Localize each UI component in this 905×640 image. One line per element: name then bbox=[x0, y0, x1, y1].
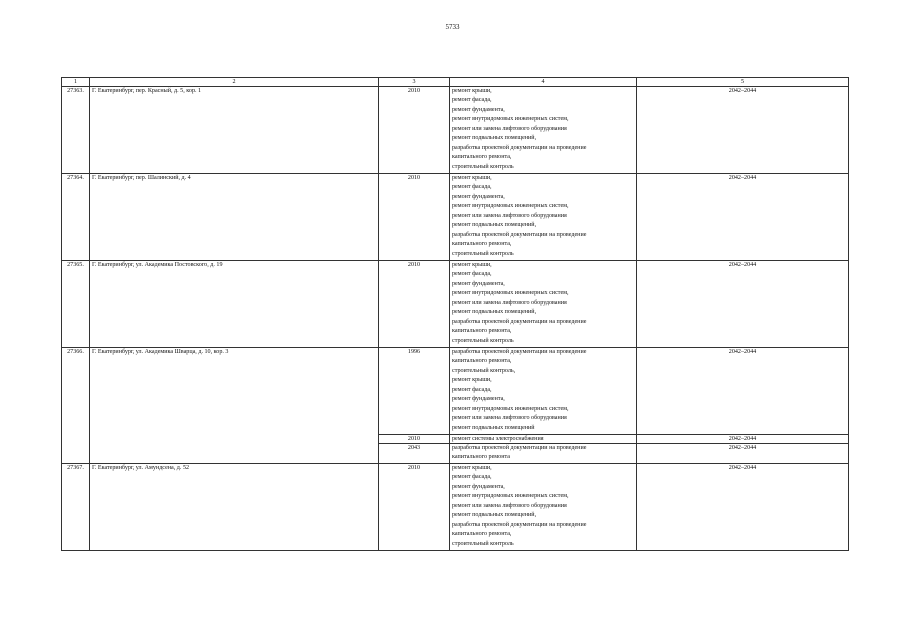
building-address: Г. Екатеринбург, ул. Амундсена, д. 52 bbox=[90, 463, 379, 550]
repair-work-item: ремонт подвальных помещений, bbox=[452, 135, 537, 142]
column-header-2: 2 bbox=[90, 78, 379, 87]
repair-year: 1996 bbox=[379, 348, 450, 435]
repair-works-list bbox=[450, 435, 637, 444]
repair-work-item: ремонт системы электроснабжения bbox=[452, 436, 544, 442]
column-number-row bbox=[62, 78, 849, 87]
row-number: 27364. bbox=[62, 174, 90, 261]
repair-works-list bbox=[450, 261, 637, 348]
repair-works-list bbox=[450, 174, 637, 261]
repair-works-list bbox=[450, 463, 637, 550]
repair-work-item: разработка проектной документации на проведение bbox=[452, 349, 587, 355]
column-header-5: 5 bbox=[637, 78, 849, 87]
table-body bbox=[62, 87, 849, 551]
repair-work-item: ремонт или замена лифтового оборудования bbox=[452, 212, 567, 219]
column-header-4: 4 bbox=[450, 78, 637, 87]
column-header-1: 1 bbox=[62, 78, 90, 87]
repair-work-item: ремонт крыши, bbox=[452, 262, 492, 268]
repair-work-item: капитального ремонта, bbox=[452, 358, 512, 365]
repair-year: 2010 bbox=[379, 87, 450, 174]
repair-work-item: разработка проектной документации на проведение bbox=[452, 144, 587, 151]
repair-work-item: капитального ремонта, bbox=[452, 241, 512, 248]
row-number: 27363. bbox=[62, 87, 90, 174]
repair-work-item: разработка проектной документации на проведение bbox=[452, 231, 587, 238]
capital-repair-table bbox=[61, 77, 849, 551]
planned-period: 2042–2044 bbox=[637, 348, 849, 435]
page-number: 5733 bbox=[445, 23, 460, 31]
repair-year: 2010 bbox=[379, 261, 450, 348]
repair-work-item: ремонт фундамента, bbox=[452, 396, 505, 403]
repair-work-item: ремонт внутридомовых инженерных систем, bbox=[452, 116, 569, 123]
repair-work-item: ремонт внутридомовых инженерных систем, bbox=[452, 405, 569, 412]
repair-work-item: строительный контроль bbox=[452, 250, 514, 257]
table-row bbox=[62, 261, 849, 348]
repair-work-item: строительный контроль bbox=[452, 337, 514, 344]
repair-work-item: ремонт внутридомовых инженерных систем, bbox=[452, 290, 569, 297]
table-row bbox=[62, 348, 849, 435]
repair-year: 2010 bbox=[379, 463, 450, 550]
planned-period: 2042–2044 bbox=[637, 444, 849, 464]
repair-work-item: ремонт или замена лифтового оборудования bbox=[452, 502, 567, 509]
repair-work-item: ремонт крыши, bbox=[452, 175, 492, 181]
repair-work-item: разработка проектной документации на проведение bbox=[452, 318, 587, 325]
repair-work-item: капитального ремонта, bbox=[452, 154, 512, 161]
repair-work-item: ремонт фасада, bbox=[452, 386, 492, 393]
repair-work-item: ремонт фасада, bbox=[452, 97, 492, 104]
repair-work-item: ремонт внутридомовых инженерных систем, bbox=[452, 203, 569, 210]
repair-work-item: ремонт крыши, bbox=[452, 88, 492, 94]
repair-work-item: строительный контроль, bbox=[452, 367, 516, 374]
repair-work-item: ремонт или замена лифтового оборудования bbox=[452, 415, 567, 422]
repair-work-item: ремонт фасада, bbox=[452, 271, 492, 278]
repair-works-list bbox=[450, 444, 637, 464]
repair-work-item: ремонт подвальных помещений bbox=[452, 424, 535, 431]
planned-period: 2042–2044 bbox=[637, 463, 849, 550]
planned-period: 2042–2044 bbox=[637, 87, 849, 174]
repair-work-item: строительный контроль bbox=[452, 540, 514, 547]
repair-work-item: ремонт фундамента, bbox=[452, 106, 505, 113]
repair-work-item: ремонт фундамента, bbox=[452, 280, 505, 287]
repair-work-item: ремонт подвальных помещений, bbox=[452, 222, 537, 229]
table-row bbox=[62, 174, 849, 261]
table-row bbox=[62, 87, 849, 174]
repair-work-item: ремонт крыши, bbox=[452, 377, 492, 384]
repair-work-item: разработка проектной документации на проведение bbox=[452, 445, 587, 451]
repair-work-item: разработка проектной документации на проведение bbox=[452, 521, 587, 528]
repair-work-item: ремонт фасада, bbox=[452, 184, 492, 191]
repair-year: 2010 bbox=[379, 435, 450, 444]
repair-work-item: ремонт фундамента, bbox=[452, 193, 505, 200]
repair-work-item: ремонт подвальных помещений, bbox=[452, 309, 537, 316]
building-address: Г. Екатеринбург, ул. Академика Постовского, д. 19 bbox=[90, 261, 379, 348]
repair-work-item: ремонт крыши, bbox=[452, 464, 492, 471]
repair-work-item: строительный контроль bbox=[452, 163, 514, 170]
building-address: Г. Екатеринбург, пер. Красный, д. 5, кор. 1 bbox=[90, 87, 379, 174]
planned-period: 2042–2044 bbox=[637, 261, 849, 348]
column-header-3: 3 bbox=[379, 78, 450, 87]
table-row bbox=[62, 463, 849, 550]
repair-work-item: ремонт фундамента, bbox=[452, 483, 505, 490]
repair-work-item: ремонт внутридомовых инженерных систем, bbox=[452, 493, 569, 500]
building-address: Г. Екатеринбург, пер. Шалинский, д. 4 bbox=[90, 174, 379, 261]
planned-period: 2042–2044 bbox=[637, 435, 849, 444]
repair-work-item: ремонт или замена лифтового оборудования bbox=[452, 125, 567, 132]
building-address: Г. Екатеринбург, ул. Академика Шварца, д. 10, кор. 3 bbox=[90, 348, 379, 464]
repair-work-item: ремонт подвальных помещений, bbox=[452, 512, 537, 519]
repair-year: 2043 bbox=[379, 444, 450, 464]
repair-work-item: капитального ремонта, bbox=[452, 531, 512, 538]
row-number: 27367. bbox=[62, 463, 90, 550]
repair-works-list bbox=[450, 348, 637, 435]
repair-work-item: капитального ремонта bbox=[452, 454, 510, 461]
repair-year: 2010 bbox=[379, 174, 450, 261]
repair-work-item: ремонт или замена лифтового оборудования bbox=[452, 299, 567, 306]
repair-works-list bbox=[450, 87, 637, 174]
repair-work-item: ремонт фасада, bbox=[452, 474, 492, 481]
repair-work-item: капитального ремонта, bbox=[452, 328, 512, 335]
row-number: 27365. bbox=[62, 261, 90, 348]
row-number: 27366. bbox=[62, 348, 90, 464]
planned-period: 2042–2044 bbox=[637, 174, 849, 261]
